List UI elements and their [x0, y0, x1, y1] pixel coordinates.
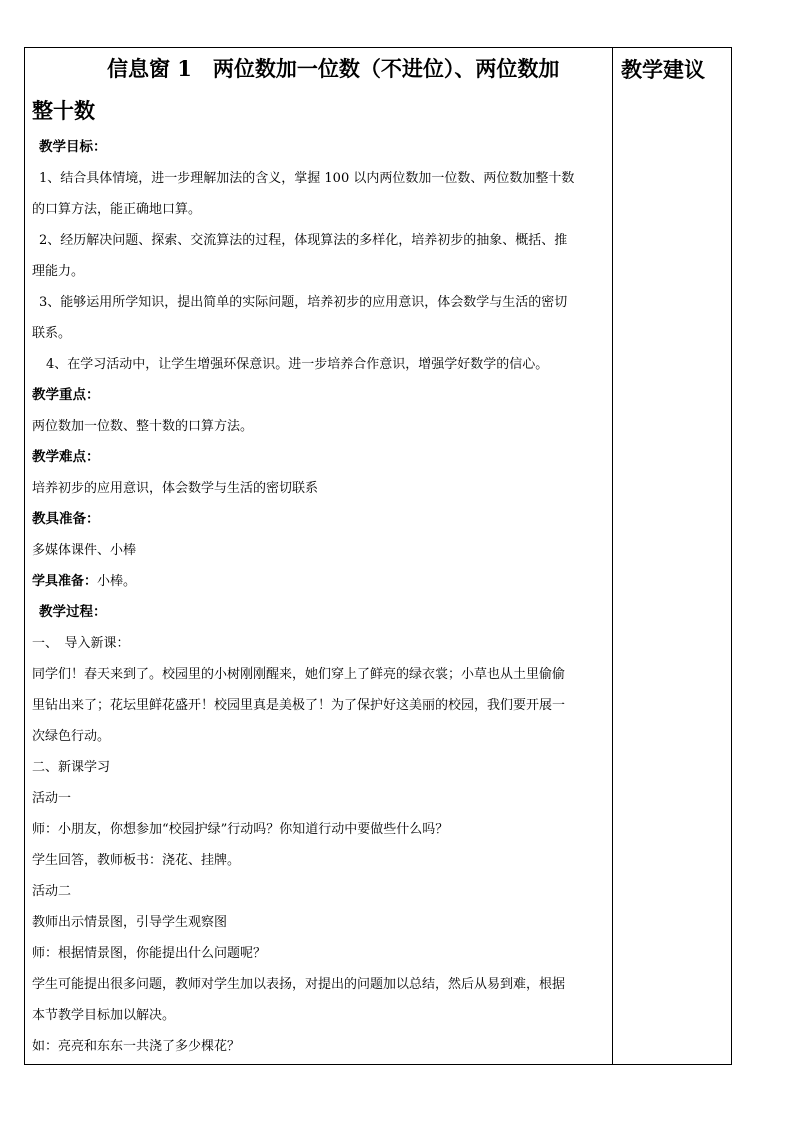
body-line: 联系。: [32, 326, 72, 341]
body-line: 本节教学目标加以解决。: [32, 1008, 176, 1023]
body-line: 3、能够运用所学知识，提出简单的实际问题，培养初步的应用意识，体会数学与生活的密切: [39, 295, 568, 310]
body-line: 活动二: [32, 884, 72, 899]
body-line: 活动一: [32, 791, 72, 806]
body-line: 一、 导入新课：: [32, 636, 130, 651]
column-divider: [612, 48, 613, 1064]
body-text: 小棒。: [97, 574, 137, 589]
body-line: 师：小朋友，你想参加“校园护绿”行动吗？你知道行动中要做些什么吗？: [32, 822, 449, 837]
body-line: 1、结合具体情境，进一步理解加法的含义，掌握 100 以内两位数加一位数、两位数加整十数: [39, 171, 575, 186]
lesson-title: [32, 48, 612, 132]
body-line: 两位数加一位数、整十数的口算方法。: [32, 419, 254, 434]
main-column: [25, 48, 612, 1062]
body-line: 里钻出来了；花坛里鲜花盛开！校园里真是美极了！为了保护好这美丽的校园，我们要开展一: [32, 698, 566, 713]
section-heading: 教学目标：: [39, 139, 107, 155]
lesson-title-line2: 整十数: [32, 98, 95, 123]
body-line: [32, 566, 612, 597]
body-line: 培养初步的应用意识，体会数学与生活的密切联系: [32, 481, 319, 496]
body-line: 学生回答，教师板书：浇花、挂牌。: [32, 853, 241, 868]
body-line: 教师出示情景图，引导学生观察图: [32, 915, 228, 930]
body-line: 多媒体课件、小棒: [32, 543, 137, 558]
side-header: 教学建议: [621, 57, 705, 82]
body-line: 次绿色行动。: [32, 729, 111, 744]
section-heading: 学具准备：: [32, 574, 98, 589]
side-column: [613, 48, 731, 84]
section-heading: 教学难点：: [32, 449, 100, 465]
body-line: 的口算方法，能正确地口算。: [32, 202, 202, 217]
lesson-plan-table: [24, 47, 732, 1065]
body-line: 学生可能提出很多问题，教师对学生加以表扬，对提出的问题加以总结，然后从易到难，根据: [32, 977, 566, 992]
section-heading: 教学过程：: [39, 604, 107, 620]
body-line: 如：亮亮和东东一共浇了多少棵花？: [32, 1039, 241, 1054]
body-line: 理能力。: [32, 264, 85, 279]
body-line: 4、在学习活动中，让学生增强环保意识。进一步培养合作意识，增强学好数学的信心。: [46, 357, 549, 372]
section-heading: 教学重点：: [32, 387, 100, 403]
body-line: 2、经历解决问题、探索、交流算法的过程，体现算法的多样化，培养初步的抽象、概括、推: [39, 233, 568, 248]
body-line: 二、新课学习: [32, 760, 111, 775]
body-line: 同学们！春天来到了。校园里的小树刚刚醒来，她们穿上了鲜亮的绿衣裳；小草也从土里偷偷: [32, 667, 566, 682]
lesson-title-line1: 信息窗 1 两位数加一位数（不进位）、两位数加: [107, 56, 560, 81]
lesson-body: [32, 132, 612, 1062]
section-heading: 教具准备：: [32, 511, 100, 527]
body-line: 师：根据情景图，你能提出什么问题呢？: [32, 946, 267, 961]
